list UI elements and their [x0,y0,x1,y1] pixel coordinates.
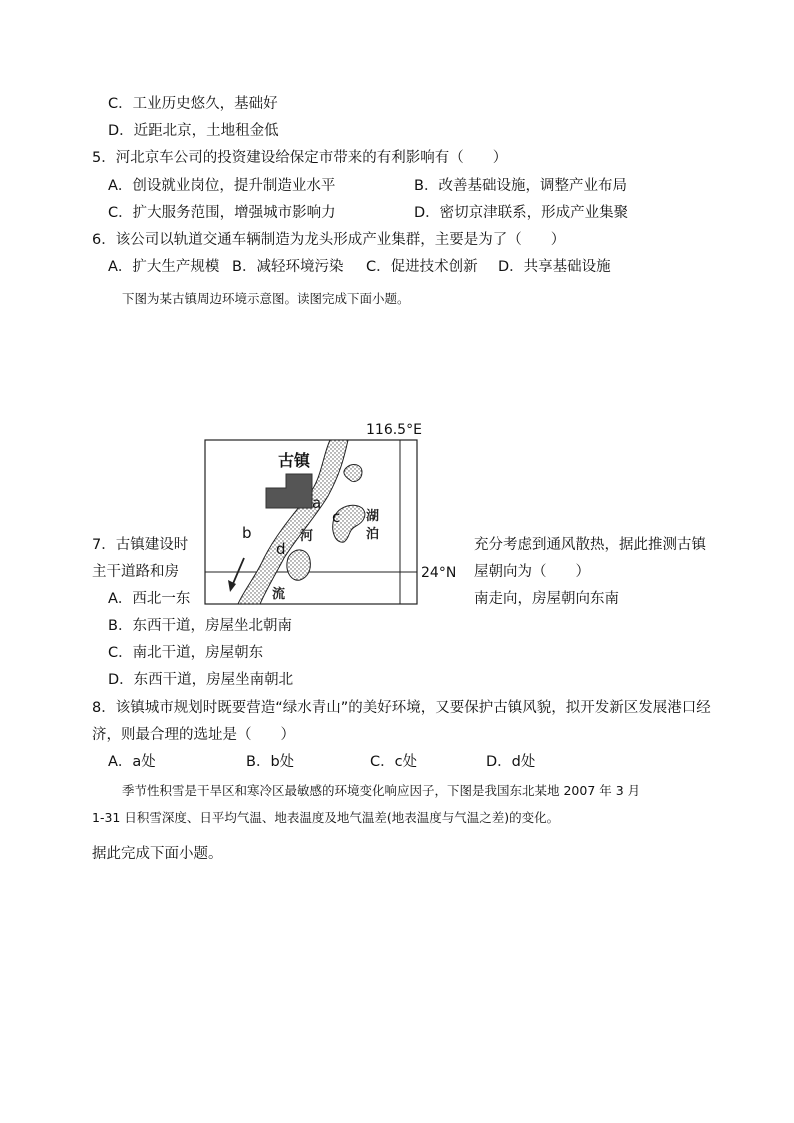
q7-option-d: D．东西干道，房屋坐南朝北 [108,672,294,688]
q5-option-b: B．改善基础设施，调整产业布局 [414,178,627,194]
q7-option-c: C．南北干道，房屋朝东 [108,645,264,661]
q6-option-c: C．促进技术创新 [366,259,478,275]
map-intro: 下图为某古镇周边环境示意图。读图完成下面小题。 [122,291,410,306]
q5-option-c: C．扩大服务范围，增强城市影响力 [108,205,336,221]
town-label: 古镇 [278,451,311,470]
point-a-label: a [312,494,322,512]
q5-option-a: A．创设就业岗位，提升制造业水平 [108,178,336,194]
q8-stem-1: 8．该镇城市规划时既要营造“绿水青山”的美好环境，又要保护古镇风貌，拟开发新区发展港口经 [92,700,711,716]
q8-option-c: C．c处 [370,754,418,770]
q4-option-d: D．近距北京，土地租金低 [108,123,279,139]
q6-option-b: B．减轻环境污染 [232,259,344,275]
q5-stem: 5．河北京车公司的投资建设给保定市带来的有利影响有（ ） [92,150,508,166]
point-c-label: c [332,508,341,526]
q6-stem: 6．该公司以轨道交通车辆制造为龙头形成产业集群，主要是为了（ ） [92,232,566,248]
q4-option-c: C．工业历史悠久，基础好 [108,96,278,112]
snow-intro-1: 季节性积雪是干旱区和寒冷区最敏感的环境变化响应因子，下图是我国东北某地 2007 年 3 月 [122,783,641,798]
lake-island-d [287,550,310,580]
map-frame [205,440,417,604]
q8-option-d: D．d处 [486,754,536,770]
q6-option-a: A．扩大生产规模 [108,259,220,275]
q7-option-a-right: 南走向，房屋朝向东南 [474,591,619,607]
q8-option-b: B．b处 [246,754,295,770]
q7-stem-left-1: 7．古镇建设时 [92,537,189,553]
latitude-label: 24°N [421,565,457,581]
snow-intro-2: 1-31 日积雪深度、日平均气温、地表温度及地气温差(地表温度与气温之差)的变化。 [92,810,560,825]
q5-option-d: D．密切京津联系，形成产业集聚 [414,205,629,221]
lake-label-2: 泊 [366,527,380,542]
point-b-label: b [242,524,252,542]
q8-stem-2: 济，则最合理的选址是（ ） [92,727,295,743]
river-label-2: 流 [272,587,286,602]
snow-intro-3: 据此完成下面小题。 [92,846,223,862]
q7-stem-left-2: 主干道路和房 [92,564,179,580]
q7-option-a-left: A．西北一东 [108,591,191,607]
q7-stem-right-2: 屋朝向为（ ） [474,564,590,580]
river-label-1: 河 [300,529,314,544]
longitude-label: 116.5°E [366,422,422,438]
q7-option-b: B．东西干道，房屋坐北朝南 [108,618,292,634]
town-environment-map [204,418,474,610]
lake-label-1: 湖 [366,509,380,524]
q6-option-d: D．共享基础设施 [498,259,611,275]
point-d-label: d [276,540,286,558]
q8-option-a: A．a处 [108,754,156,770]
q7-stem-right-1: 充分考虑到通风散热，据此推测古镇 [474,537,706,553]
